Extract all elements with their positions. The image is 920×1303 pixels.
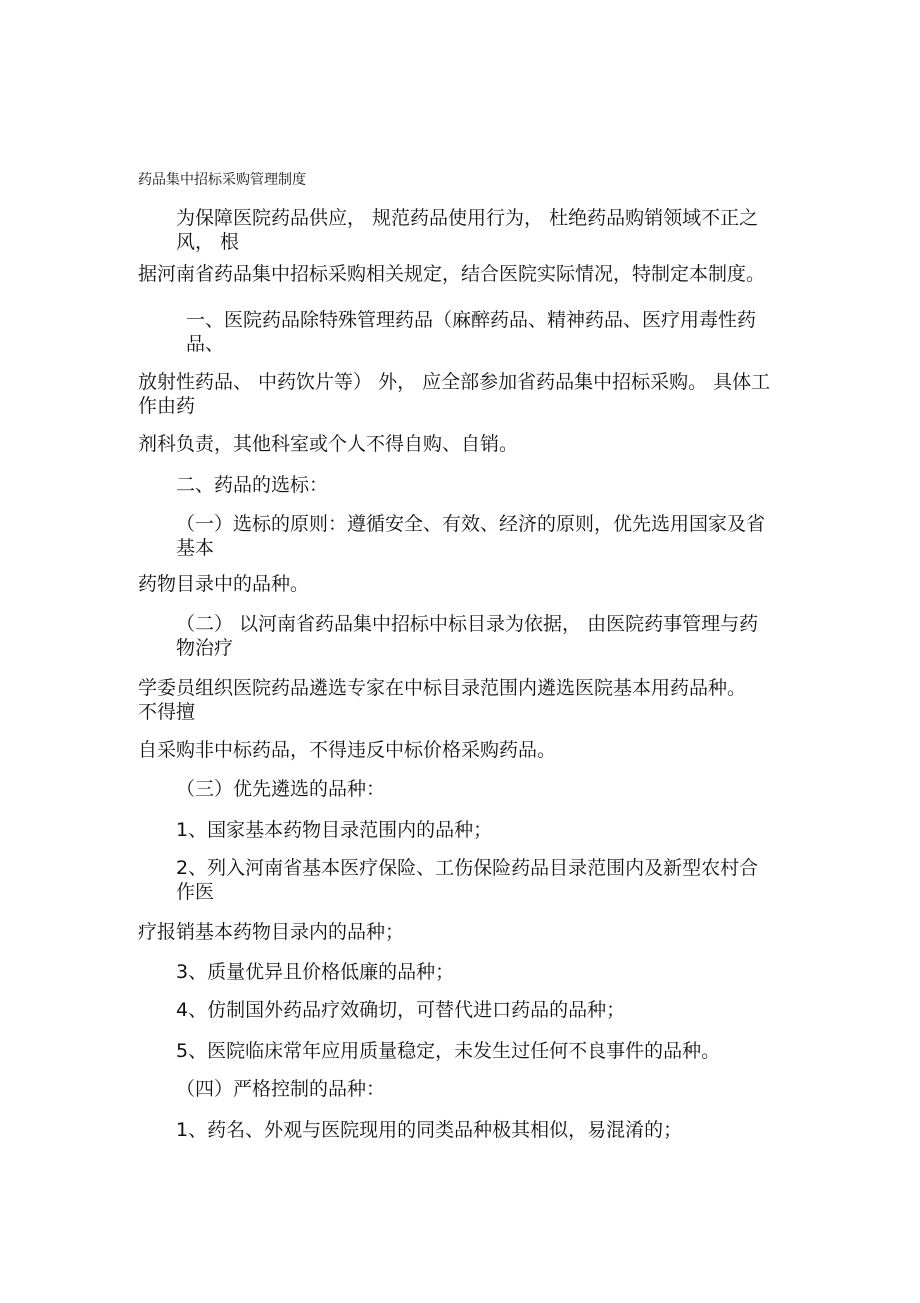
paragraph-line: 疗报销基本药物目录内的品种； bbox=[138, 921, 405, 943]
document-title: 药品集中招标采购管理制度 bbox=[138, 172, 306, 188]
list-item: 2、列入河南省基本医疗保险、工伤保险药品目录范围内及新型农村合作医 bbox=[176, 857, 759, 903]
paragraph-line: （一）选标的原则：遵循安全、有效、经济的原则，优先选用国家及省基本 bbox=[176, 513, 766, 559]
paragraph-line: 学委员组织医院药品遴选专家在中标目录范围内遴选医院基本用药品种。 不得擅 bbox=[138, 677, 747, 723]
list-item: 1、国家基本药物目录范围内的品种； bbox=[176, 819, 493, 841]
list-item: 1、药名、外观与医院现用的同类品种极其相似，易混淆的； bbox=[176, 1119, 683, 1141]
paragraph-line: 据河南省药品集中招标采购相关规定，结合医院实际情况，特制定本制度。 bbox=[138, 263, 766, 285]
list-item: 3、质量优异且价格低廉的品种； bbox=[176, 961, 455, 983]
paragraph-line: 一、医院药品除特殊管理药品（麻醉药品、精神药品、医疗用毒性药品、 bbox=[186, 309, 757, 355]
list-item: 5、医院临床常年应用质量稳定，未发生过任何不良事件的品种。 bbox=[176, 1040, 721, 1062]
paragraph-line: 为保障医院药品供应， 规范药品使用行为， 杜绝药品购销领域不正之风， 根 bbox=[176, 207, 759, 253]
list-item: 4、仿制国外药品疗效确切，可替代进口药品的品种； bbox=[176, 999, 626, 1021]
section-heading: 二、药品的选标： bbox=[176, 474, 329, 496]
paragraph-line: 药物目录中的品种。 bbox=[138, 573, 310, 595]
subsection-heading: （三）优先遴选的品种： bbox=[176, 778, 386, 800]
paragraph-line: 放射性药品、 中药饮片等） 外， 应全部参加省药品集中招标采购。 具体工作由药 bbox=[138, 371, 771, 417]
paragraph-line: 自采购非中标药品，不得违反中标价格采购药品。 bbox=[138, 739, 557, 761]
paragraph-line: （二） 以河南省药品集中招标中标目录为依据， 由医院药事管理与药物治疗 bbox=[176, 613, 759, 659]
paragraph-line: 剂科负责，其他科室或个人不得自购、自销。 bbox=[138, 433, 519, 455]
subsection-heading: （四）严格控制的品种： bbox=[176, 1078, 386, 1100]
